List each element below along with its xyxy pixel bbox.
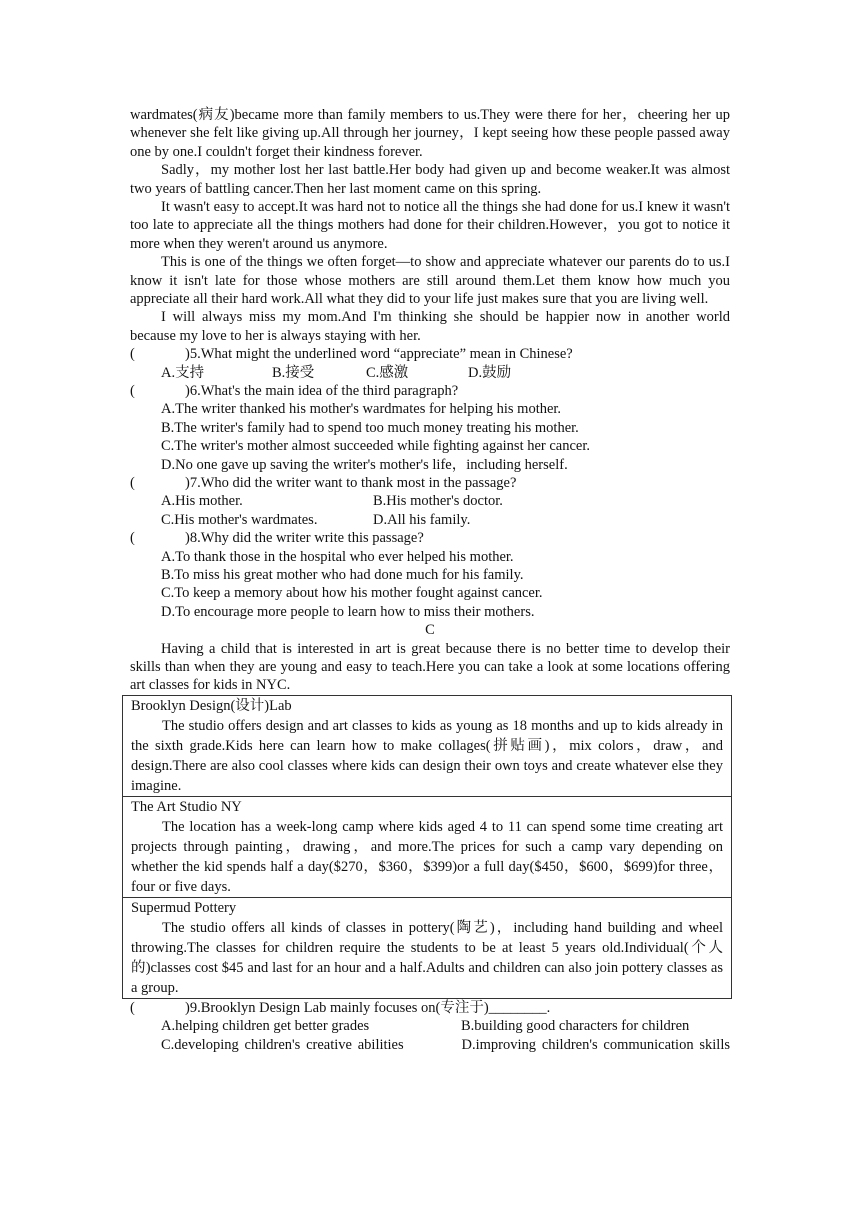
passage-paragraph: It wasn't easy to accept.It was hard not to notice all the things she had done for us.I knew it wasn't too late to appreciate all the things mothers had done for their children.However，you got to notice it more when they weren't around us anymore. (130, 199, 730, 252)
question-text: )9.Brooklyn Design Lab mainly focuses on(专注于)________. (185, 999, 551, 1016)
answer-blank[interactable]: ( (130, 383, 135, 400)
location-description: The studio offers design and art classes to kids as young as 18 months and up to kids already in the sixth grade.Kids here can learn how to make collages(拼贴画)，mix colors，draw，and design.There are also cool classes where kids can design their own toys and create whatever else they imagine. (131, 717, 723, 794)
option: C.His mother's wardmates. (161, 511, 318, 528)
question-5 (130, 345, 730, 363)
option: C.感激 (366, 364, 409, 381)
question-7-options-row (130, 492, 730, 510)
table-cell (123, 796, 732, 897)
option: C.The writer's mother almost succeeded while fighting against her cancer. (161, 438, 591, 455)
option: B.To miss his great mother who had done much for his family. (161, 567, 524, 584)
option: B.building good characters for children (461, 1018, 690, 1035)
question-text: )5.What might the underlined word “appreciate” mean in Chinese? (185, 346, 573, 363)
location-title: Brooklyn Design(设计)Lab (131, 697, 292, 714)
table-row (123, 695, 732, 796)
option: D.improving children's communication skills (461, 1036, 730, 1053)
question-6 (130, 382, 730, 400)
section-heading: C (425, 622, 435, 639)
question-text: )8.Why did the writer write this passage? (185, 530, 424, 547)
location-title: Supermud Pottery (131, 899, 237, 916)
passage-paragraph: This is one of the things we often forget—to show and appreciate whatever our parents do to us.I know it isn't late for those whose mothers are still around them.Let them know how much you appreciate all their hard work.All what they did to your life just makes sure that you are living well. (130, 254, 730, 308)
question-7-options-row (130, 511, 730, 529)
question-7 (130, 474, 730, 492)
question-9 (130, 999, 730, 1017)
option: C.developing children's creative abilities (161, 1036, 404, 1053)
question-5-options (130, 364, 730, 382)
answer-blank[interactable]: ( (130, 346, 135, 363)
question-9-options-row (130, 1036, 730, 1054)
option: A.The writer thanked his mother's wardmates for helping his mother. (161, 401, 562, 418)
question-9-options-row (130, 1017, 730, 1035)
table-cell (123, 695, 732, 796)
passage-paragraph: I will always miss my mom.And I'm thinking she should be happier now in another world because my love to her is always staying with her. (130, 309, 730, 344)
answer-blank[interactable]: ( (130, 475, 135, 492)
art-classes-table (122, 695, 732, 999)
option: A.helping children get better grades (161, 1018, 370, 1035)
location-description: The location has a week-long camp where kids aged 4 to 11 can spend some time creating art projects through painting，drawing，and more.The prices for such a camp vary depending on whether the kid spends half a day($270，$360，$399)or a full day($450，$600，$699)for three，four or five days. (131, 818, 723, 895)
passage-intro: Having a child that is interested in art is great because there is no better time to develop their skills than when they are young and easy to teach.Here you can take a look at some locations offering art classes for kids in NYC. (130, 640, 730, 694)
option: C.To keep a memory about how his mother fought against cancer. (161, 585, 543, 602)
question-text: )7.Who did the writer want to thank most in the passage? (185, 475, 517, 492)
location-title: The Art Studio NY (131, 798, 242, 815)
location-description: The studio offers all kinds of classes in pottery(陶艺)，including hand building and wheel throwing.The classes for children require the students to be at least 5 years old.Individual(个人的)classes cost $45 and last for an hour and a half.Adults and children can also join pottery classes as a group. (131, 919, 723, 996)
option: A.To thank those in the hospital who ever helped his mother. (161, 548, 514, 565)
table-row (123, 897, 732, 998)
option: B.His mother's doctor. (373, 493, 503, 510)
option: A.His mother. (161, 493, 243, 510)
table-row (123, 796, 732, 897)
option: B.接受 (272, 364, 315, 381)
answer-blank[interactable]: ( (130, 999, 135, 1016)
passage-paragraph: Sadly，my mother lost her last battle.Her body had given up and become weaker.It was almost two years of battling cancer.Then her last moment came on this spring. (130, 162, 730, 197)
table-cell (123, 897, 732, 998)
option: B.The writer's family had to spend too much money treating his mother. (161, 419, 579, 436)
answer-blank[interactable]: ( (130, 530, 135, 547)
worksheet-page (130, 106, 730, 1054)
option: D.No one gave up saving the writer's mother's life，including herself. (161, 456, 568, 473)
passage-paragraph: wardmates(病友)became more than family members to us.They were there for her，cheering her up whenever she felt like giving up.All through her journey，I kept seeing how these people passed away one by one.I couldn't forget their kindness forever. (130, 107, 730, 160)
option: A.支持 (161, 364, 205, 381)
question-8 (130, 529, 730, 547)
option: D.鼓励 (468, 364, 512, 381)
option: D.All his family. (373, 511, 471, 528)
option: D.To encourage more people to learn how to miss their mothers. (161, 603, 535, 620)
question-text: )6.What's the main idea of the third paragraph? (185, 383, 459, 400)
